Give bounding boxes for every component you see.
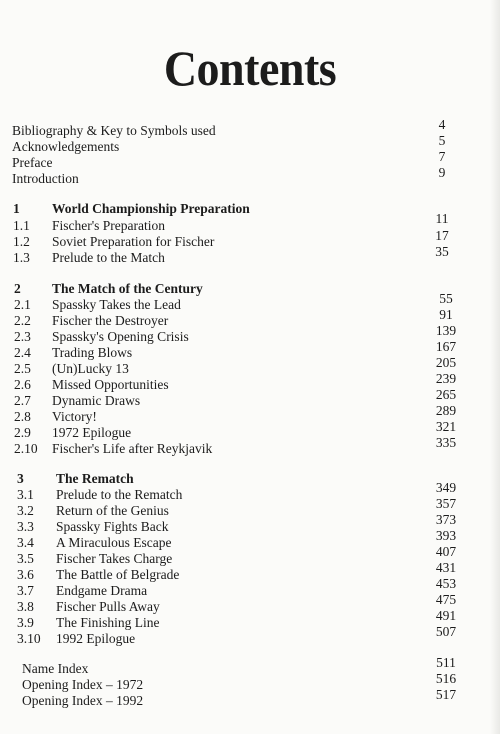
section-number: 2.1 [14,297,31,312]
page-number: 507 [435,624,457,639]
page-number: 205 [435,355,457,370]
section-title: Prelude to the Rematch [56,487,183,502]
section-title: Endgame Drama [56,583,148,598]
page-number: 55 [439,291,453,306]
page-number: 453 [435,576,457,591]
section-title: Spassky's Opening Crisis [52,329,189,344]
page-number: 265 [435,387,457,402]
page-number: 11 [435,211,449,226]
section-title: 1992 Epilogue [56,631,136,646]
section-number: 3.7 [17,583,34,598]
page-number: 407 [435,544,457,559]
chapter-title: The Match of the Century [52,281,203,296]
section-title: Spassky Takes the Lead [52,297,181,312]
page-number: 349 [435,480,457,495]
section-number: 3.4 [17,535,34,550]
section-number: 2.2 [14,313,31,328]
page-number: 9 [438,165,446,180]
page-number: 321 [435,419,457,434]
page-number: 373 [435,512,457,527]
page-title: Contents [163,40,337,97]
section-number: 3.6 [17,567,34,582]
entry-title: Preface [12,155,53,170]
section-number: 1.2 [13,234,30,249]
page-number: 289 [435,403,457,418]
section-number: 3.8 [17,599,34,614]
section-title: Fischer Pulls Away [56,599,160,614]
entry-title: Acknowledgements [12,139,120,154]
section-number: 3.10 [17,631,41,646]
section-number: 2.4 [14,345,31,360]
section-number: 2.7 [14,393,31,408]
section-title: A Miraculous Escape [56,535,172,550]
section-number: 2.5 [14,361,31,376]
section-title: Fischer Takes Charge [56,551,173,566]
section-number: 3.5 [17,551,34,566]
page-number: 5 [438,133,446,148]
page-number: 335 [435,435,457,450]
section-title: Missed Opportunities [52,377,169,392]
section-number: 2.6 [14,377,31,392]
section-title: Fischer's Life after Reykjavik [52,441,213,456]
section-title: Trading Blows [52,345,133,360]
section-title: Prelude to the Match [52,250,165,265]
page-number: 167 [435,339,457,354]
section-number: 1.1 [13,218,30,233]
page-number: 139 [435,323,457,338]
section-title: Dynamic Draws [52,393,141,408]
section-title: 1972 Epilogue [52,425,132,440]
section-title: Fischer's Preparation [52,218,166,233]
page-number: 17 [435,228,449,243]
section-title: The Battle of Belgrade [56,567,180,582]
entry-title: Bibliography & Key to Symbols used [12,123,216,138]
section-number: 2.8 [14,409,31,424]
page-number: 475 [435,592,457,607]
entry-title: Opening Index – 1972 [22,677,144,692]
page-number: 4 [438,117,446,132]
entry-title: Opening Index – 1992 [22,693,144,708]
page-number: 517 [435,687,457,702]
chapter-title: The Rematch [56,471,134,486]
entry-title: Name Index [22,661,89,676]
chapter-title: World Championship Preparation [52,201,250,216]
section-number: 3.9 [17,615,34,630]
chapter-number: 1 [13,201,20,216]
section-title: Spassky Fights Back [56,519,169,534]
section-title: The Finishing Line [56,615,160,630]
page-number: 91 [439,307,453,322]
section-title: Victory! [52,409,97,424]
entry-title: Introduction [12,171,79,186]
page-number: 239 [435,371,457,386]
page-number: 516 [435,671,457,686]
section-number: 2.3 [14,329,31,344]
section-number: 1.3 [13,250,30,265]
section-title: Return of the Genius [56,503,169,518]
page-number: 357 [435,496,457,511]
section-number: 3.2 [17,503,34,518]
chapter-number: 2 [14,281,21,296]
chapter-number: 3 [17,471,24,486]
section-title: (Un)Lucky 13 [52,361,129,376]
section-number: 2.9 [14,425,31,440]
page-number: 393 [435,528,457,543]
section-number: 2.10 [14,441,38,456]
page-number: 431 [435,560,457,575]
section-number: 3.3 [17,519,34,534]
section-number: 3.1 [17,487,34,502]
page-number: 7 [438,149,446,164]
section-title: Soviet Preparation for Fischer [52,234,215,249]
page-number: 491 [435,608,457,623]
page-number: 35 [435,244,449,259]
page-number: 511 [436,655,456,670]
section-title: Fischer the Destroyer [52,313,169,328]
